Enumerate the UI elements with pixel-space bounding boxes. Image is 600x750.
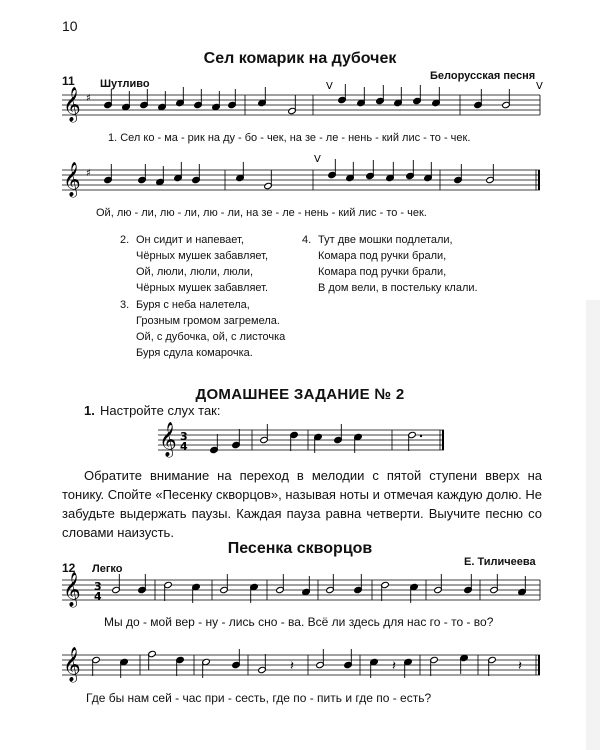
breath-mark-icon: V (536, 81, 543, 92)
page-edge-shade (586, 300, 600, 750)
verse-line: Чёрных мушек забавляет. (136, 282, 269, 294)
dot (420, 435, 422, 437)
song1-lyrics-line2: Ой, лю - ли, лю - ли, лю - ли, на зе - ле - нень - кий лис - то - чек. (96, 207, 427, 219)
treble-clef-icon: 𝄞 (63, 572, 81, 607)
quarter-rest-icon: 𝄽 (290, 659, 294, 674)
verse-line: Комара под ручки брали, (318, 250, 447, 262)
song2-composer: Е. Тиличеева (464, 556, 536, 568)
quarter-rest-icon: 𝄽 (392, 659, 396, 674)
treble-clef-icon: 𝄞 (63, 87, 81, 122)
song2-number: 12 (62, 561, 76, 575)
page-number: 10 (62, 18, 78, 34)
breath-mark-icon: V (326, 81, 333, 92)
final-bar (538, 655, 540, 675)
verse-number: 3. (120, 299, 130, 311)
breath-mark-icon: V (314, 154, 321, 165)
verse-line: Он сидит и напевает, (136, 234, 244, 246)
task-text: Настройте слух так: (100, 403, 221, 418)
final-bar (442, 430, 444, 450)
verse-line: Буря с неба налетела, (136, 299, 250, 311)
sharp-icon: ♯ (86, 93, 91, 104)
quarter-rest-icon: 𝄽 (518, 659, 522, 674)
song1-lyrics-line1: 1. Сел ко - ма - рик на ду - бо - чек, на зе - ле - нень - кий лис - то - чек. (108, 132, 471, 144)
verse-number: 2. (120, 234, 130, 246)
time-signature-bottom: 4 (180, 440, 188, 453)
song2-tempo: Легко (92, 563, 123, 575)
homework-heading: ДОМАШНЕЕ ЗАДАНИЕ № 2 (195, 386, 405, 403)
song2-lyrics-line2: Где бы нам сей - час при - сесть, где по - пить и где по - есть? (86, 691, 432, 705)
song2-title: Песенка скворцов (227, 540, 373, 557)
verse-line: В дом вели, в постельку клали. (318, 282, 478, 294)
verse-number: 4. (302, 234, 312, 246)
treble-clef-icon: 𝄞 (159, 422, 177, 457)
verse-line: Чёрных мушек забавляет, (136, 250, 269, 262)
song1-tempo: Шутливо (100, 78, 150, 90)
song1-title: Сел комарик на дубочек (203, 50, 397, 67)
homework-paragraph: Обратите внимание на переход в мелодии с пятой ступени вверх на тонику. Спойте «Песенку скворцов», называя ноты и отмечая каждую долю. Не забудьте выдержать паузы. Каждая пауза равна четверти. Выучите песню со словами наизусть. (62, 468, 542, 540)
time-signature-bottom: 4 (94, 590, 102, 603)
verse-line: Грозным громом загремела. (136, 315, 280, 327)
song2-lyrics-line1: Мы до - мой вер - ну - лись сно - ва. Всё ли здесь для нас го - то - во? (104, 615, 494, 629)
final-bar (538, 170, 540, 190)
verse-line: Ой, люли, люли, люли, (136, 266, 254, 278)
verse-line: Комара под ручки брали, (318, 266, 447, 278)
song1-number: 11 (62, 74, 75, 88)
treble-clef-icon: 𝄞 (63, 647, 81, 682)
song1-source: Белорусская песня (430, 70, 536, 82)
verse-4 (302, 232, 478, 296)
verse-3 (120, 297, 286, 361)
treble-clef-icon: 𝄞 (63, 162, 81, 197)
time-signature-top: 3 (94, 580, 102, 593)
verse-line: Ой, с дубочка, ой, с листочка (136, 331, 286, 343)
verse-line: Тут две мошки подлетали, (318, 234, 453, 246)
verse-line: Буря сдула комарочка. (136, 347, 253, 359)
sharp-icon: ♯ (86, 168, 91, 179)
verse-2 (120, 232, 269, 296)
time-signature-top: 3 (180, 430, 188, 443)
task-number: 1. (84, 403, 95, 418)
